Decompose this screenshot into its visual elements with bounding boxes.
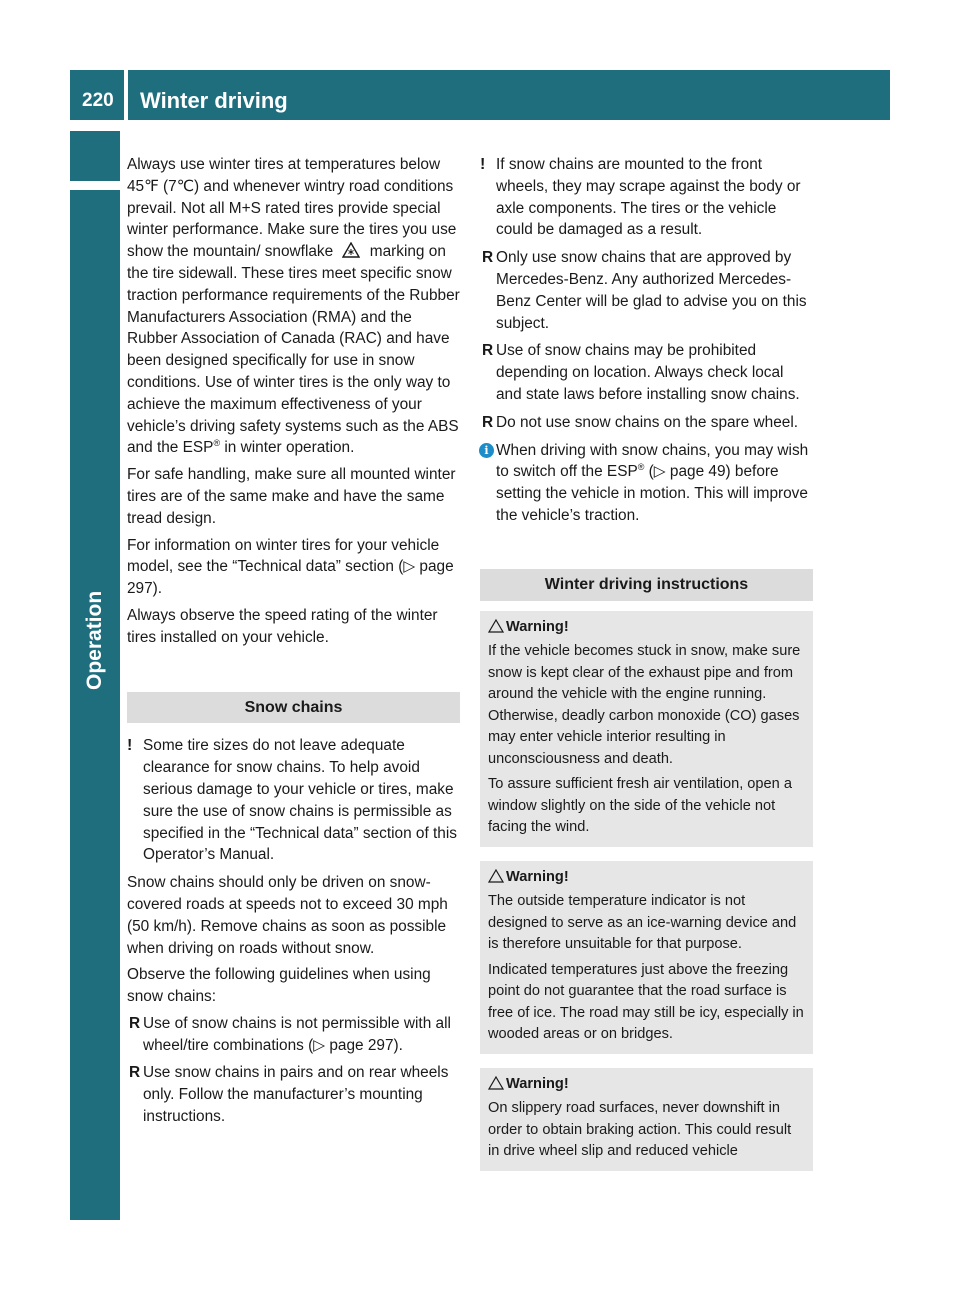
notice-icon: ! xyxy=(127,737,133,755)
page-title: Winter driving xyxy=(140,88,288,113)
bullet-icon: R xyxy=(129,1014,141,1032)
winter-driving-instructions-heading: Winter driving instructions xyxy=(480,569,813,601)
bullet-icon: R xyxy=(482,413,494,431)
warning-box-co: Warning! If the vehicle becomes stuck in snow, make sure snow is kept clear of the exhaust pipe and from around the vehicle with the engine running. Otherwise, deadly carbon monoxide (CO) gases may enter vehicle interior resulting in unconsciousness and death. To assure sufficient fresh air ventilation, open a window slightly on the side of the vehicle not facing the wind. xyxy=(480,611,813,847)
warning-icon xyxy=(488,869,504,883)
list-item: R Do not use snow chains on the spare wheel. xyxy=(480,412,813,434)
notice-front-wheels: ! If snow chains are mounted to the front wheels, they may scrape against the body or axle components. The tires or the vehicle could be damaged as a result. xyxy=(480,156,801,239)
side-tab xyxy=(70,190,120,1220)
warning-title: Warning! xyxy=(506,868,569,885)
list-item: R Use of snow chains is not permissible with all wheel/tire combinations (▷ page 297). xyxy=(129,1014,451,1054)
guidelines-intro: Observe the following guidelines when using snow chains: xyxy=(127,966,431,1006)
winter-tires-paragraph: Always use winter tires at temperatures below 45℉ (7℃) and whenever wintry road conditions prevail. Not all M+S rated tires provide special winter performance. Make sure the tires you use show the mountain/ snowflake marking on the tire sidewall. These tires meet specific snow traction performance requirements of the Rubber Manufacturers Association (RMA) and the Rubber Association of Canada (RAC) and have been designed specifically for use in snow conditions. Use of winter tires is the only way to achieve the maximum effectiveness of your vehicle’s driving safety systems such as the ABS and the ESP® in winter operation. xyxy=(127,156,460,457)
page-number: 220 xyxy=(82,90,114,111)
speed-rating-paragraph: Always observe the speed rating of the winter tires installed on your vehicle. xyxy=(127,606,438,646)
warning-title: Warning! xyxy=(506,618,569,635)
list-item: R Use snow chains in pairs and on rear wheels only. Follow the manufacturer’s mounting instructions. xyxy=(129,1064,449,1126)
side-marker xyxy=(70,131,120,181)
bullet-icon: R xyxy=(129,1064,141,1082)
header-separator xyxy=(124,70,128,120)
notice-clearance: ! Some tire sizes do not leave adequate clearance for snow chains. To help avoid serious damage to your vehicle or tires, make sure the use of snow chains is permissible as specified in the “Technical data” section of this Operator’s Manual. xyxy=(127,737,457,864)
list-item: R Use of snow chains may be prohibited depending on location. Always check local and state laws before installing snow chains. xyxy=(482,342,800,403)
warning-icon xyxy=(488,619,504,633)
notice-icon: ! xyxy=(480,156,486,173)
mountain-snowflake-icon xyxy=(342,242,360,258)
snow-chains-heading: Snow chains xyxy=(127,692,460,724)
info-icon: i xyxy=(479,443,494,458)
warning-box-downshift: Warning! On slippery road surfaces, never downshift in order to obtain braking action. This could result in drive wheel slip and reduced vehicle xyxy=(480,1068,813,1171)
info-esp: i When driving with snow chains, you may wish to switch off the ESP® (▷ page 49) before setting the vehicle in motion. This will improve the vehicle’s traction. xyxy=(480,440,813,527)
speed-limit-paragraph: Snow chains should only be driven on snow-covered roads at speeds not to exceed 30 mph (50 km/h). Remove chains as soon as possible when driving on roads without snow. xyxy=(127,874,448,957)
side-tab-label: Operation xyxy=(83,590,106,690)
warning-box-temperature: Warning! The outside temperature indicator is not designed to serve as an ice-warning device and is therefore unsuitable for that purpose. Indicated temperatures just above the freezing point do not guarantee that the road surface is free of ice. The road may still be icy, especially in wooded areas or on bridges. xyxy=(480,861,813,1054)
bullet-icon: R xyxy=(482,342,494,360)
right-column xyxy=(480,154,813,1171)
bullet-icon: R xyxy=(482,249,494,267)
same-tires-paragraph: For safe handling, make sure all mounted winter tires are of the same make and have the same tread design. xyxy=(127,466,456,527)
warning-icon xyxy=(488,1076,504,1090)
left-column xyxy=(127,154,460,1134)
warning-title: Warning! xyxy=(506,1075,569,1092)
technical-data-ref: For information on winter tires for your vehicle model, see the “Technical data” section (▷ page 297). xyxy=(127,536,454,598)
list-item: R Only use snow chains that are approved by Mercedes-Benz. Any authorized Mercedes-Benz Center will be glad to advise you on this subject. xyxy=(482,249,807,332)
